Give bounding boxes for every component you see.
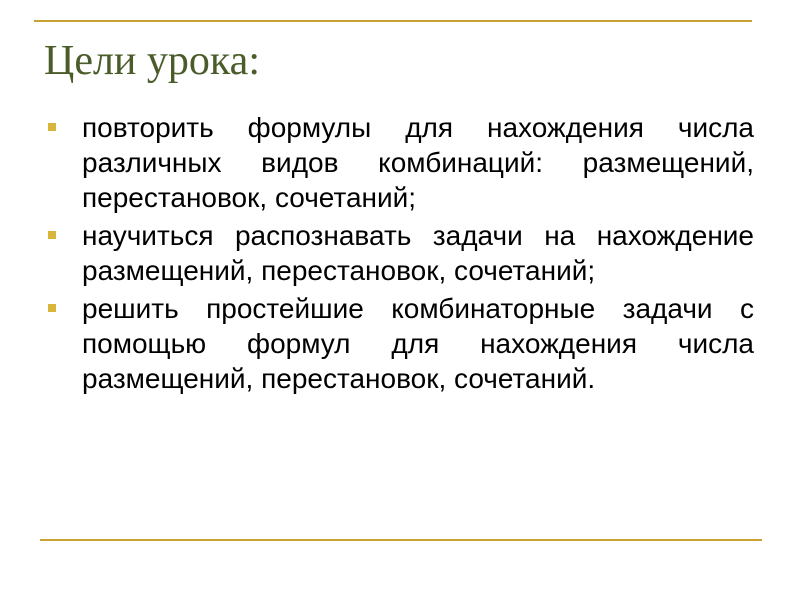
square-bullet-icon (48, 231, 56, 239)
list-item (48, 218, 754, 288)
list-item (48, 291, 754, 396)
square-bullet-icon (48, 304, 56, 312)
top-divider (34, 20, 752, 22)
slide-title: Цели урока: (44, 38, 260, 84)
list-item-text: научиться распознавать задачи на нахождение размещений, перестановок, сочетаний; (82, 220, 754, 286)
square-bullet-icon (48, 123, 56, 131)
bottom-divider (40, 539, 762, 541)
objectives-list (48, 110, 754, 399)
list-item (48, 110, 754, 215)
list-item-text: решить простейшие комбинаторные задачи с помощью формул для нахождения числа размещений, перестановок, сочетаний. (82, 293, 754, 394)
list-item-text: повторить формулы для нахождения числа различных видов комбинаций: размещений, перестановок, сочетаний; (82, 112, 754, 213)
